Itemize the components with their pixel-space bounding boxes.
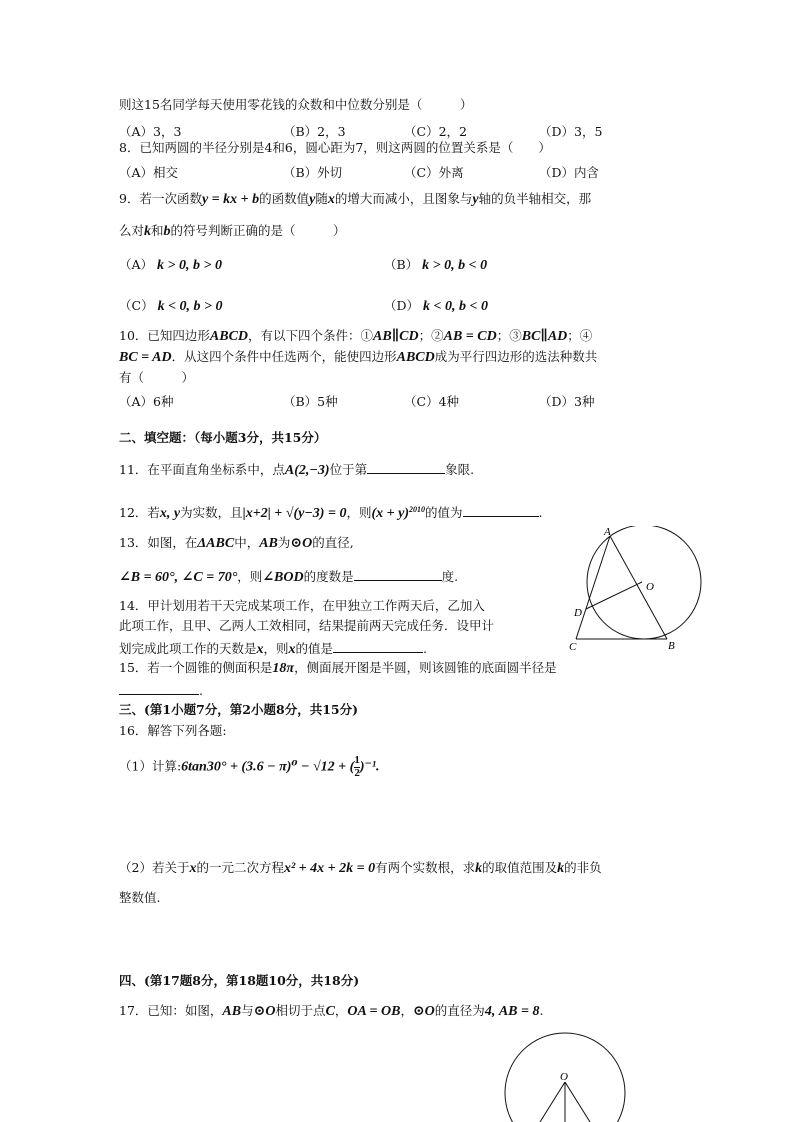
q7-stem: 则这15名同学每天使用零花钱的众数和中位数分别是（ ） [119, 97, 473, 112]
q15-answer-blank[interactable] [119, 683, 199, 695]
q14-line3: 划完成此项工作的天数是x，则x的值是 . [119, 641, 428, 657]
circle-o [587, 526, 701, 639]
q13-circle-figure [566, 526, 706, 656]
segment-oa [540, 1082, 565, 1122]
q12-answer-blank[interactable] [463, 505, 539, 517]
q12: 12．若x, y为实数，且|x+2| + √(y−3) = 0，则$(x + y)^{2010}$的值为 . [119, 504, 543, 521]
q9-option-d: （D） k < 0, b < 0 [384, 298, 488, 314]
q14-answer-blank[interactable] [333, 641, 423, 653]
q11: 11．在平面直角坐标系中，点A(2,−3)位于第 象限. [119, 462, 475, 478]
q7-option-c: （C）2，2 [404, 124, 467, 139]
q16-part2-line1: （2）若关于x的一元二次方程x² + 4x + 2k = 0有两个实数根，求k的取值范围及k的非负 [119, 860, 602, 876]
q8-option-a: （A）相交 [119, 165, 179, 180]
section-4-heading: 四、(第17题8分，第18题10分，共18分) [119, 973, 360, 988]
q11-answer-blank[interactable] [367, 462, 445, 474]
q10-option-a: （A）6种 [119, 394, 174, 409]
segment-ob [565, 1082, 590, 1122]
section-2-heading: 二、填空题：（每小题3分，共15分） [119, 430, 327, 445]
q16-part1-expression: 6tan30° + (3.6 − π)⁰ − √12 + ( [181, 759, 355, 775]
q9-equation: y = kx + b [201, 192, 260, 207]
q15-line1: 15．若一个圆锥的侧面积是18π，侧面展开图是半圆，则该圆锥的底面圆半径是 [119, 660, 557, 676]
label-a: A [604, 526, 611, 538]
q7-option-d: （D）3，5 [539, 124, 603, 139]
q9-stem-line1: 9．若一次函数y = kx + b的函数值y随x的增大而减小，且图象与y轴的负半轴相交，那 [119, 191, 592, 207]
label-o: O [646, 581, 654, 593]
q10-stem-line2: BC = AD．从这四个条件中任选两个，能使四边形ABCD成为平行四边形的选法种数共 [119, 349, 598, 365]
q13-line1: 13．如图，在ΔABC中，AB为⊙O的直径, [119, 535, 354, 551]
q8-stem: 8．已知两圆的半径分别是4和6，圆心距为7，则这两圆的位置关系是（ ） [119, 140, 551, 155]
q10-option-c: （C）4种 [404, 394, 460, 409]
q16-part2-equation: x² + 4x + 2k = 0 [283, 861, 376, 876]
q9-option-b: （B） k > 0, b < 0 [384, 257, 488, 273]
diameter-ab [610, 536, 667, 639]
q16-part2-line2: 整数值. [119, 890, 161, 905]
q17-circle-figure [500, 1030, 640, 1122]
q9-option-a: （A） k > 0, b > 0 [119, 257, 222, 273]
q16-part1: （1）计算:6tan30° + (3.6 − π)⁰ − √12 + ( $\frac{1}{2}$ )⁻¹. [119, 754, 380, 779]
q13-line2: ∠B = 60°, ∠C = 70°，则∠BOD的度数是 度. [119, 569, 459, 585]
q17-stem: 17．已知：如图，AB与⊙O相切于点C，OA = OB，⊙O的直径为4, AB = 8. [119, 1003, 544, 1019]
q8-option-b: （B）外切 [283, 165, 343, 180]
q14-line1: 14．甲计划用若干天完成某项工作，在甲独立工作两天后，乙加入 [119, 598, 485, 613]
label-d: D [574, 607, 582, 619]
q8-option-d: （D）内含 [539, 165, 600, 180]
q10-stem-line1: 10．已知四边形ABCD，有以下四个条件：①AB∥CD；②AB = CD；③BC∥AD；④ [119, 328, 593, 344]
q8-option-c: （C）外离 [404, 165, 464, 180]
q12-condition: |x+2| + √(y−3) = 0 [242, 506, 347, 521]
q16-stem: 16．解答下列各题: [119, 723, 227, 738]
q7-option-a: （A）3，3 [119, 124, 182, 139]
fraction-one-half: $\frac{1}{2}$ [354, 754, 360, 779]
q14-line2: 此项工作，且甲、乙两人工效相同，结果提前两天完成任务．设甲计 [119, 618, 495, 633]
q15-line2: . [119, 683, 203, 698]
q9-option-c: （C） k < 0, b > 0 [119, 298, 223, 314]
q9-stem-line2: 么对k和b的符号判断正确的是（ ） [119, 223, 346, 239]
label-b: B [668, 640, 675, 652]
q13-answer-blank[interactable] [354, 569, 442, 581]
q10-stem-line3: 有（ ） [119, 370, 195, 385]
label-o: O [560, 1071, 568, 1083]
section-3-heading: 三、(第1小题7分，第2小题8分，共15分) [119, 702, 359, 717]
segment-od [586, 582, 642, 609]
q10-option-d: （D）3种 [539, 394, 595, 409]
q7-option-b: （B）2，3 [283, 124, 346, 139]
q10-option-b: （B）5种 [283, 394, 338, 409]
label-c: C [569, 641, 577, 653]
